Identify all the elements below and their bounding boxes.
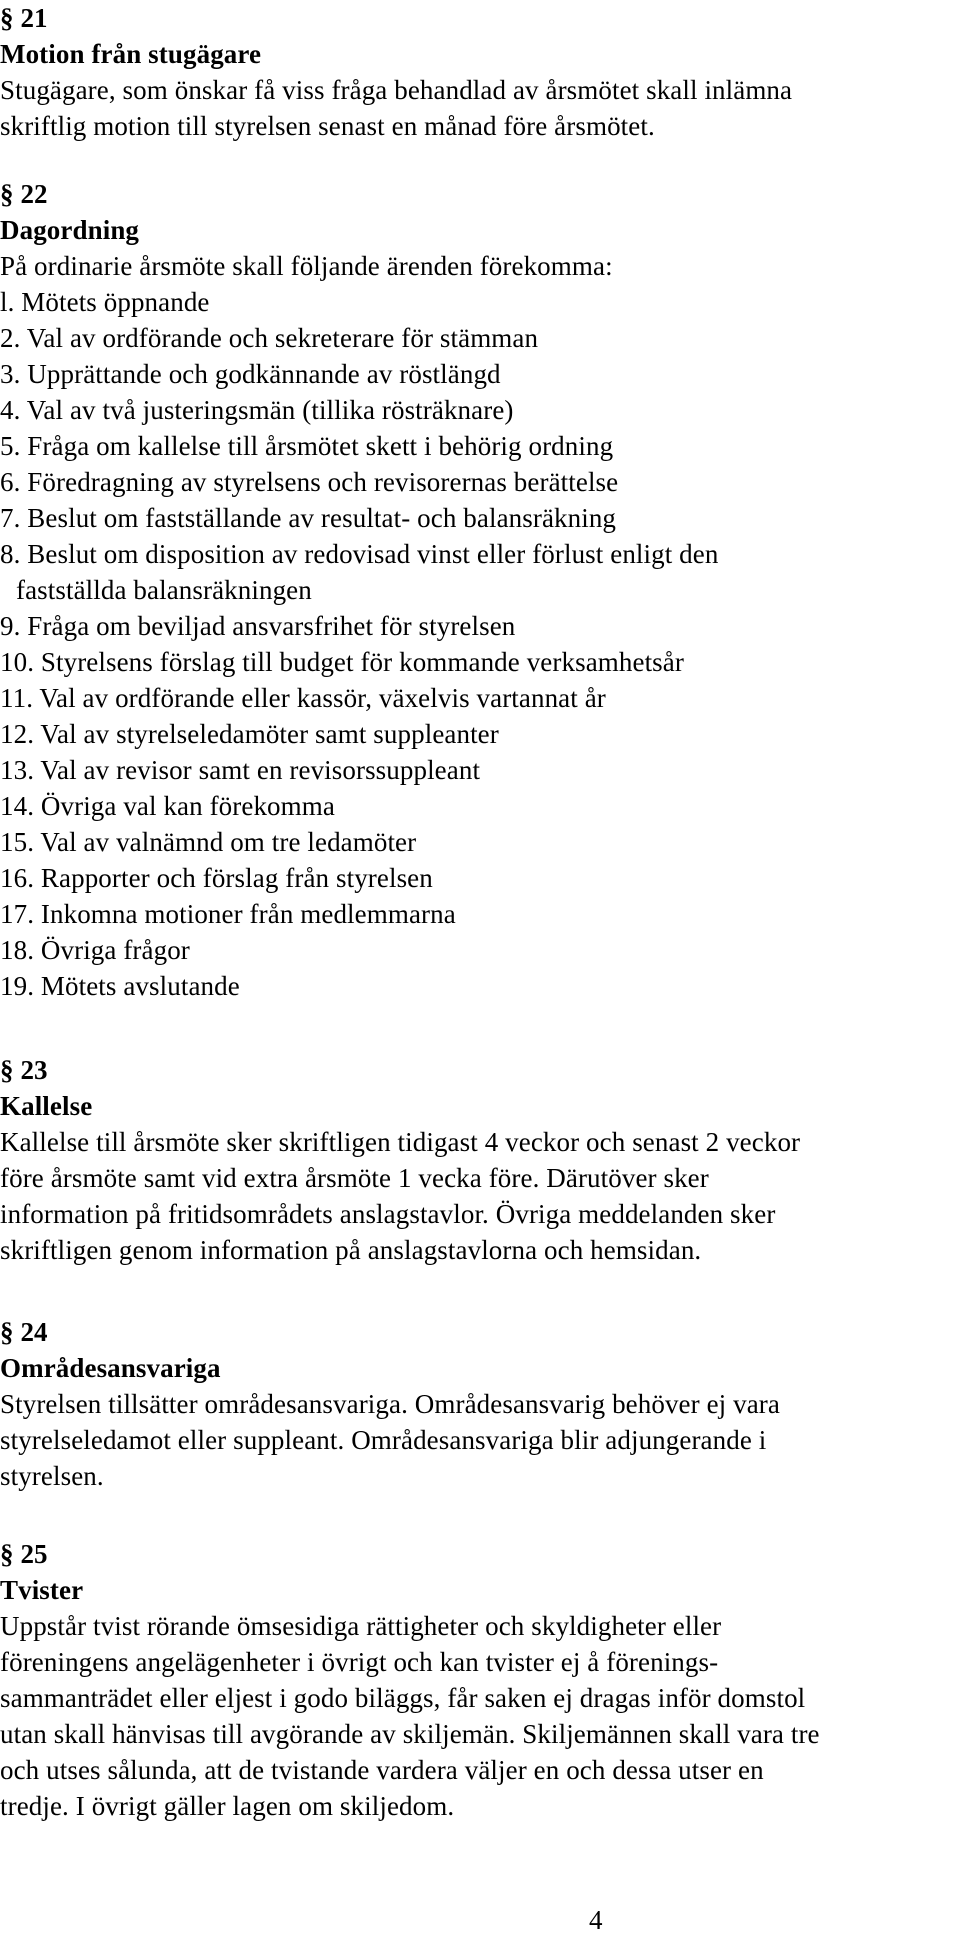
list-item: 19. Mötets avslutande	[0, 971, 240, 1001]
list-item	[0, 536, 960, 608]
list-item: 11. Val av ordförande eller kassör, växelvis vartannat år	[0, 683, 606, 713]
list-item: 3. Upprättande och godkännande av röstlängd	[0, 359, 501, 389]
list-item: 5. Fråga om kallelse till årsmötet skett i behörig ordning	[0, 431, 614, 461]
section-number: § 25	[0, 1539, 48, 1569]
paragraph-line: styrelseledamot eller suppleant. Områdesansvariga blir adjungerande i	[0, 1425, 767, 1455]
list-item: 16. Rapporter och förslag från styrelsen	[0, 863, 433, 893]
list-item: 18. Övriga frågor	[0, 935, 190, 965]
list-item: 10. Styrelsens förslag till budget för kommande verksamhetsår	[0, 647, 684, 677]
paragraph-line: skriftlig motion till styrelsen senast en månad före årsmötet.	[0, 111, 655, 141]
list-item: 6. Föredragning av styrelsens och revisorernas berättelse	[0, 467, 619, 497]
section-24	[0, 1314, 960, 1494]
section-title: Områdesansvariga	[0, 1353, 221, 1383]
paragraph-line: tredje. I övrigt gäller lagen om skiljedom.	[0, 1791, 455, 1821]
paragraph-line: Styrelsen tillsätter områdesansvariga. Områdesansvarig behöver ej vara	[0, 1389, 780, 1419]
paragraph-line: före årsmöte samt vid extra årsmöte 1 vecka före. Därutöver sker	[0, 1163, 709, 1193]
list-item: 17. Inkomna motioner från medlemmarna	[0, 899, 456, 929]
list-item: 4. Val av två justeringsmän (tillika rösträknare)	[0, 395, 514, 425]
page-number: 4	[589, 1905, 603, 1935]
paragraph-line: Stugägare, som önskar få viss fråga behandlad av årsmötet skall inlämna	[0, 75, 793, 105]
paragraph-line: utan skall hänvisas till avgörande av skiljemän. Skiljemännen skall vara tre	[0, 1719, 820, 1749]
list-item: l. Mötets öppnande	[0, 287, 210, 317]
section-title: Motion från stugägare	[0, 39, 262, 69]
section-21	[0, 0, 960, 144]
paragraph-line: sammanträdet eller eljest i godo biläggs, får saken ej dragas inför domstol	[0, 1683, 806, 1713]
paragraph-line: styrelsen.	[0, 1461, 104, 1491]
section-number: § 23	[0, 1055, 48, 1085]
paragraph-line: skriftligen genom information på anslagstavlorna och hemsidan.	[0, 1235, 702, 1265]
section-title: Kallelse	[0, 1091, 93, 1121]
list-item: 13. Val av revisor samt en revisorssuppleant	[0, 755, 481, 785]
agenda-intro: På ordinarie årsmöte skall följande ärenden förekomma:	[0, 251, 613, 281]
list-item-continuation: fastställda balansräkningen	[16, 575, 312, 605]
paragraph-line: Uppstår tvist rörande ömsesidiga rättigheter och skyldigheter eller	[0, 1611, 722, 1641]
section-number: § 21	[0, 3, 48, 33]
agenda-list	[0, 284, 960, 1004]
list-item: 15. Val av valnämnd om tre ledamöter	[0, 827, 417, 857]
paragraph-line: information på fritidsområdets anslagstavlor. Övriga meddelanden sker	[0, 1199, 776, 1229]
section-23	[0, 1052, 960, 1268]
section-title: Dagordning	[0, 215, 140, 245]
list-item: 12. Val av styrelseledamöter samt suppleanter	[0, 719, 499, 749]
paragraph-line: och utses sålunda, att de tvistande vardera väljer en och dessa utser en	[0, 1755, 764, 1785]
section-title: Tvister	[0, 1575, 84, 1605]
section-25	[0, 1536, 960, 1824]
section-number: § 24	[0, 1317, 48, 1347]
section-22	[0, 176, 960, 1004]
list-item: 14. Övriga val kan förekomma	[0, 791, 335, 821]
list-item: 2. Val av ordförande och sekreterare för stämman	[0, 323, 539, 353]
list-item: 9. Fråga om beviljad ansvarsfrihet för styrelsen	[0, 611, 516, 641]
list-item-text: 8. Beslut om disposition av redovisad vinst eller förlust enligt den	[0, 539, 719, 569]
paragraph-line: föreningens angelägenheter i övrigt och kan tvister ej å förenings-	[0, 1647, 719, 1677]
paragraph-line: Kallelse till årsmöte sker skriftligen tidigast 4 veckor och senast 2 veckor	[0, 1127, 801, 1157]
list-item: 7. Beslut om fastställande av resultat- och balansräkning	[0, 503, 617, 533]
section-number: § 22	[0, 179, 48, 209]
